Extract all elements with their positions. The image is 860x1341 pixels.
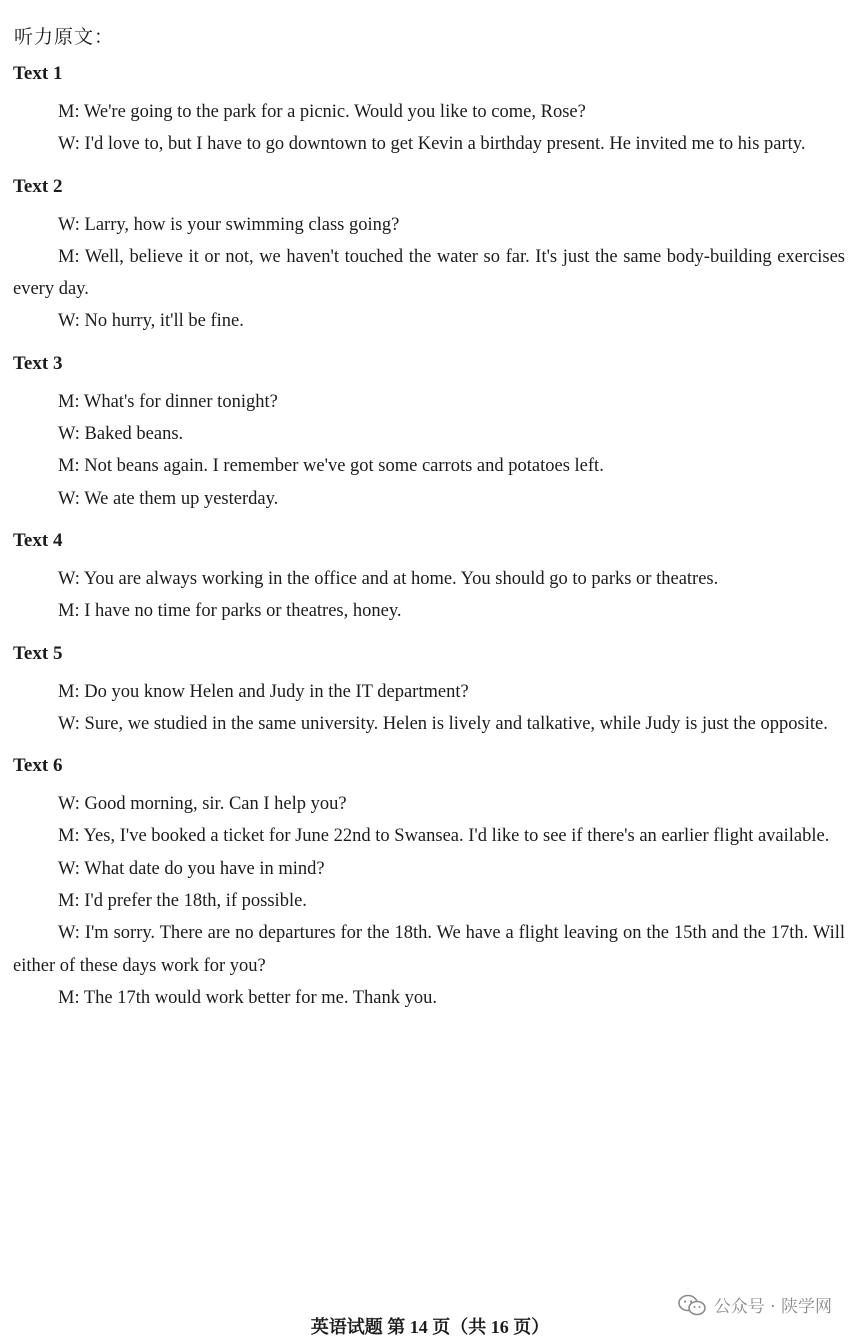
dialogue-line: W: Sure, we studied in the same university. Helen is lively and talkative, while Judy is just the opposite.: [58, 713, 828, 734]
watermark-text: 公众号 · 陕学网: [713, 1297, 832, 1317]
dialogue-line: M: Not beans again. I remember we've got some carrots and potatoes left.: [58, 456, 604, 477]
dialogue-line: W: What date do you have in mind?: [58, 858, 325, 879]
dialogue-line: M: Yes, I've booked a ticket for June 22nd to Swansea. I'd like to see if there's an earlier flight available.: [58, 826, 830, 847]
section-title: Text 1: [13, 63, 63, 84]
dialogue-line: M: We're going to the park for a picnic. Would you like to come, Rose?: [58, 102, 586, 122]
section-title: Text 3: [13, 352, 63, 374]
dialogue-line: M: The 17th would work better for me. Thank you.: [58, 987, 438, 1008]
transcript-body: [13, 62, 845, 1028]
dialogue-line: W: We ate them up yesterday.: [58, 488, 279, 509]
dialogue-line: W: I'm sorry. There are no departures for the 18th. We have a flight leaving on the 15th and the 17th. Will either of these days work for you?: [13, 923, 845, 976]
dialogue-line: M: I have no time for parks or theatres, honey.: [58, 601, 402, 622]
watermark: [678, 1292, 832, 1317]
dialogue-line: W: Larry, how is your swimming class going?: [58, 214, 400, 235]
dialogue-line: M: What's for dinner tonight?: [58, 391, 278, 412]
dialogue-line: W: You are always working in the office and at home. You should go to parks or theatres.: [58, 568, 719, 589]
dialogue-line: M: Do you know Helen and Judy in the IT department?: [58, 681, 469, 702]
dialogue-section: [13, 62, 845, 161]
dialogue-line: M: Well, believe it or not, we haven't touched the water so far. It's just the same body-building exercises every day.: [13, 246, 845, 300]
dialogue-line: W: Good morning, sir. Can I help you?: [58, 794, 347, 815]
dialogue-line: W: Baked beans.: [58, 424, 184, 445]
section-title: Text 4: [13, 529, 63, 551]
section-title: Text 6: [13, 755, 63, 777]
dialogue-section: [13, 175, 845, 338]
dialogue-section: [13, 529, 845, 628]
dialogue-line: W: No hurry, it'll be fine.: [58, 311, 244, 332]
dialogue-section: [13, 754, 845, 1014]
dialogue-section: [13, 352, 845, 515]
page-header: 听力原文：: [14, 27, 115, 48]
section-title: Text 2: [13, 175, 63, 197]
section-title: Text 5: [13, 642, 63, 664]
dialogue-line: W: I'd love to, but I have to go downtown to get Kevin a birthday present. He invited me to his party.: [58, 134, 806, 155]
wechat-icon: [678, 1294, 706, 1316]
page-footer: 英语试题 第 14 页（共 16 页）: [310, 1317, 550, 1337]
dialogue-section: [13, 642, 845, 741]
dialogue-line: M: I'd prefer the 18th, if possible.: [58, 891, 307, 912]
